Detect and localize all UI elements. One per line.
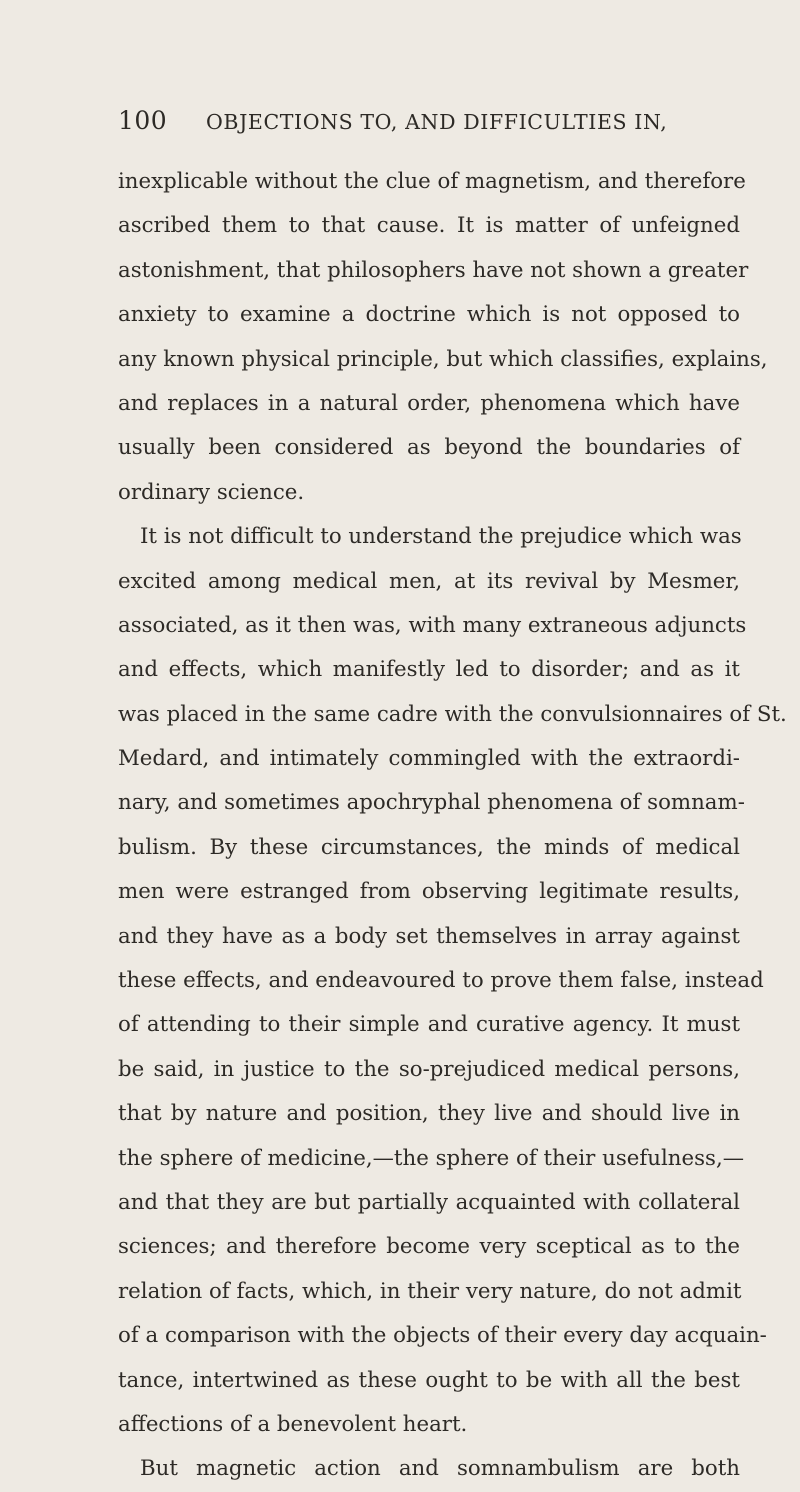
text-line: be said, in justice to the so-prejudiced medical persons, <box>118 1056 740 1082</box>
text-line: men were estranged from observing legitimate results, <box>118 879 740 905</box>
text-line: sciences; and therefore become very sceptical as to the <box>118 1234 740 1260</box>
text-line: associated, as it then was, with many extraneous adjuncts <box>118 612 747 638</box>
text-line: astonishment, that philosophers have not shown a greater <box>118 257 749 283</box>
text-line: Medard, and intimately commingled with the extraordi- <box>118 746 740 772</box>
text-line: any known physical principle, but which classifies, explains, <box>118 346 768 372</box>
text-line: these effects, and endeavoured to prove them false, instead <box>118 968 764 994</box>
paragraph-start-line: But magnetic action and somnambulism are both <box>140 1456 740 1482</box>
text-line: and replaces in a natural order, phenomena which have <box>118 390 740 416</box>
text-line: and effects, which manifestly led to disorder; and as it <box>118 657 740 683</box>
paragraph-end-line: ordinary science. <box>118 479 305 505</box>
text-line: that by nature and position, they live and should live in <box>118 1101 740 1127</box>
text-line: was placed in the same cadre with the convulsionnaires of St. <box>118 701 787 727</box>
text-line: tance, intertwined as these ought to be with all the best <box>118 1367 740 1393</box>
text-line: nary, and sometimes apochryphal phenomena of somnam- <box>118 790 745 816</box>
text-line: of a comparison with the objects of their every day acquain- <box>118 1323 767 1349</box>
running-head-title: OBJECTIONS TO, AND DIFFICULTIES IN, <box>206 110 668 134</box>
paragraph-end-line: affections of a benevolent heart. <box>118 1411 468 1437</box>
text-line: bulism. By these circumstances, the minds of medical <box>118 834 740 860</box>
text-line: and they have as a body set themselves in array against <box>118 923 740 949</box>
body-text <box>118 160 787 1492</box>
paragraph-start-line: It is not difficult to understand the prejudice which was <box>140 524 742 550</box>
text-line: of attending to their simple and curative agency. It must <box>118 1012 740 1038</box>
text-line: inexplicable without the clue of magnetism, and therefore <box>118 169 746 194</box>
text-line: excited among medical men, at its revival by Mesmer, <box>118 568 740 594</box>
text-line: the sphere of medicine,—the sphere of their usefulness,— <box>118 1145 745 1171</box>
text-line: relation of facts, which, in their very nature, do not admit <box>118 1278 742 1304</box>
text-line: usually been considered as beyond the boundaries of <box>118 435 740 461</box>
text-line: and that they are but partially acquainted with collateral <box>118 1189 740 1215</box>
text-line: ascribed them to that cause. It is matter of unfeigned <box>118 213 740 239</box>
text-line: anxiety to examine a doctrine which is not opposed to <box>118 302 740 328</box>
page-number: 100 <box>118 106 168 135</box>
running-head <box>118 106 718 142</box>
